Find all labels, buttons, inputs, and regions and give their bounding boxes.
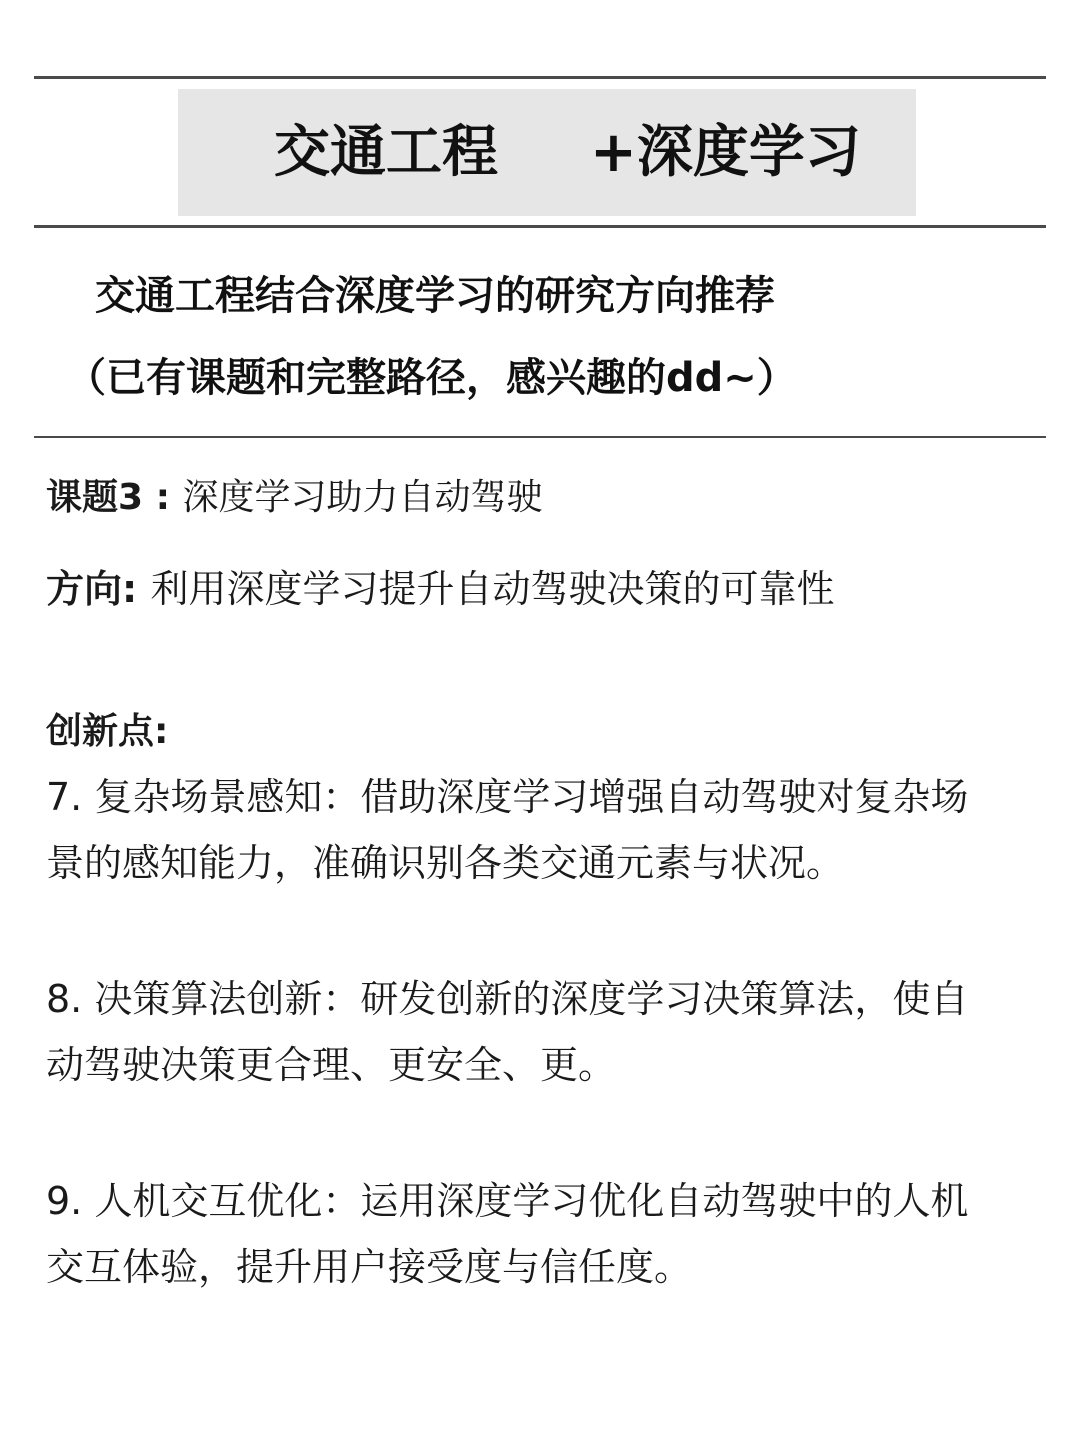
page-title-left: 交通工程 — [274, 120, 498, 185]
innovation-item-line: 8. 决策算法创新：研发创新的深度学习决策算法，使自 — [46, 977, 969, 1021]
innovation-item-7 — [46, 764, 1036, 896]
topic-label: 课题3 : — [46, 477, 183, 518]
subtitle-line-2: （已有课题和完整路径，感兴趣的dd~） — [66, 355, 797, 401]
top-divider — [34, 76, 1046, 79]
direction-label: 方向: — [46, 567, 151, 611]
direction-line — [46, 564, 834, 614]
section-divider — [34, 436, 1046, 438]
innovation-item-9 — [46, 1168, 1036, 1300]
subtitle-line-1: 交通工程结合深度学习的研究方向推荐 — [95, 273, 775, 319]
innovation-item-line: 动驾驶决策更合理、更安全、更。 — [46, 1043, 617, 1087]
innovation-item-line: 景的感知能力，准确识别各类交通元素与状况。 — [46, 841, 845, 885]
innovation-heading: 创新点: — [46, 711, 169, 752]
innovation-item-line: 交互体验，提升用户接受度与信任度。 — [46, 1245, 693, 1289]
innovation-item-line: 9. 人机交互优化：运用深度学习优化自动驾驶中的人机 — [46, 1179, 969, 1223]
direction-text: 利用深度学习提升自动驾驶决策的可靠性 — [150, 567, 835, 611]
page-title-right: +深度学习 — [590, 120, 861, 185]
innovation-item-8 — [46, 966, 1036, 1098]
title-divider — [34, 225, 1046, 228]
topic-line — [46, 474, 543, 522]
innovation-item-line: 7. 复杂场景感知：借助深度学习增强自动驾驶对复杂场 — [46, 775, 969, 819]
topic-text: 深度学习助力自动驾驶 — [182, 477, 543, 518]
